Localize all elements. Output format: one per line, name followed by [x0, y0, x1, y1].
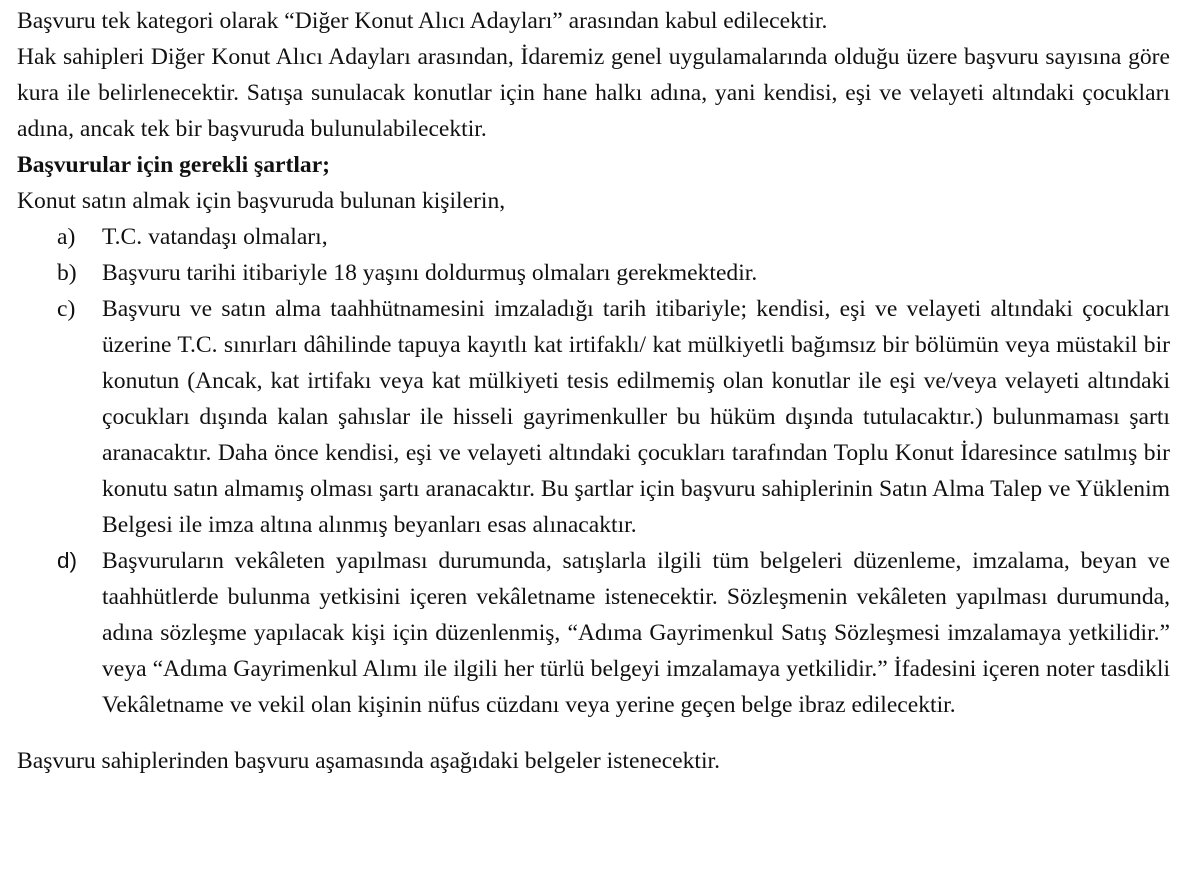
paragraph-gap: [17, 723, 1170, 743]
list-item: [17, 543, 1170, 723]
intro-paragraph: Hak sahipleri Diğer Konut Alıcı Adayları arasından, İdaremiz genel uygulamalarında olduğu üzere başvuru sayısına göre kura ile belirlenecektir. Satışa sunulacak konutlar için hane halkı adına, yani kendisi, eşi ve velayeti altındaki çocukları adına, ancak tek bir başvuruda bulunulabilecektir.: [17, 44, 1170, 142]
requirements-lead: Konut satın almak için başvuruda bulunan kişilerin,: [17, 188, 506, 214]
list-marker: b): [57, 260, 77, 286]
list-marker: c): [57, 296, 76, 322]
list-item: [17, 255, 1170, 291]
intro-line: Başvuru tek kategori olarak “Diğer Konut Alıcı Adayları” arasından kabul edilecektir.: [17, 8, 828, 34]
list-marker: a): [57, 224, 76, 250]
requirements-list: [17, 219, 1170, 723]
list-marker: d): [57, 548, 78, 573]
list-item: [17, 219, 1170, 255]
list-item-text: Başvuru tarihi itibariyle 18 yaşını doldurmuş olmaları gerekmektedir.: [102, 260, 758, 286]
list-item-text: Başvuru ve satın alma taahhütnamesini imzaladığı tarih itibariyle; kendisi, eşi ve velayeti altındaki çocukları üzerine T.C. sınırları dâhilinde tapuya kayıtlı kat irtifaklı/ kat mülkiyetli bağımsız bir bölümün veya müstakil bir konutun (Ancak, kat irtifakı veya kat mülkiyeti tesis edilmemiş olan konutlar ile eşi ve/veya velayeti altındaki çocukları dışında kalan şahıslar ile hisseli gayrimenkuller bu hüküm dışında tutulacaktır.) bulunmaması şartı aranacaktır. Daha önce kendisi, eşi ve velayeti altındaki çocukları tarafından Toplu Konut İdaresince satılmış bir konutu satın almamış olması şartı aranacaktır. Bu şartlar için başvuru sahiplerinin Satın Alma Talep ve Yüklenim Belgesi ile imza altına alınmış beyanları esas alınacaktır.: [102, 296, 1170, 538]
list-item-text: Başvuruların vekâleten yapılması durumunda, satışlarla ilgili tüm belgeleri düzenleme, imzalama, beyan ve taahhütlerde bulunma yetkisini içeren vekâletname istenecektir. Sözleşmenin vekâleten yapılması durumunda, adına sözleşme yapılacak kişi için düzenlenmiş, “Adıma Gayrimenkul Satış Sözleşmesi imzalamaya yetkilidir.” veya “Adıma Gayrimenkul Alımı ile ilgili her türlü belgeyi imzalamaya yetkilidir.” İfadesini içeren noter tasdikli Vekâletname ve vekil olan kişinin nüfus cüzdanı veya yerine geçen belge ibraz edilecektir.: [102, 548, 1170, 718]
requirements-heading: Başvurular için gerekli şartlar;: [17, 152, 331, 178]
list-item: [17, 291, 1170, 543]
list-item-text: T.C. vatandaşı olmaları,: [102, 224, 328, 250]
closing-line: Başvuru sahiplerinden başvuru aşamasında aşağıdaki belgeler istenecektir.: [17, 748, 720, 774]
